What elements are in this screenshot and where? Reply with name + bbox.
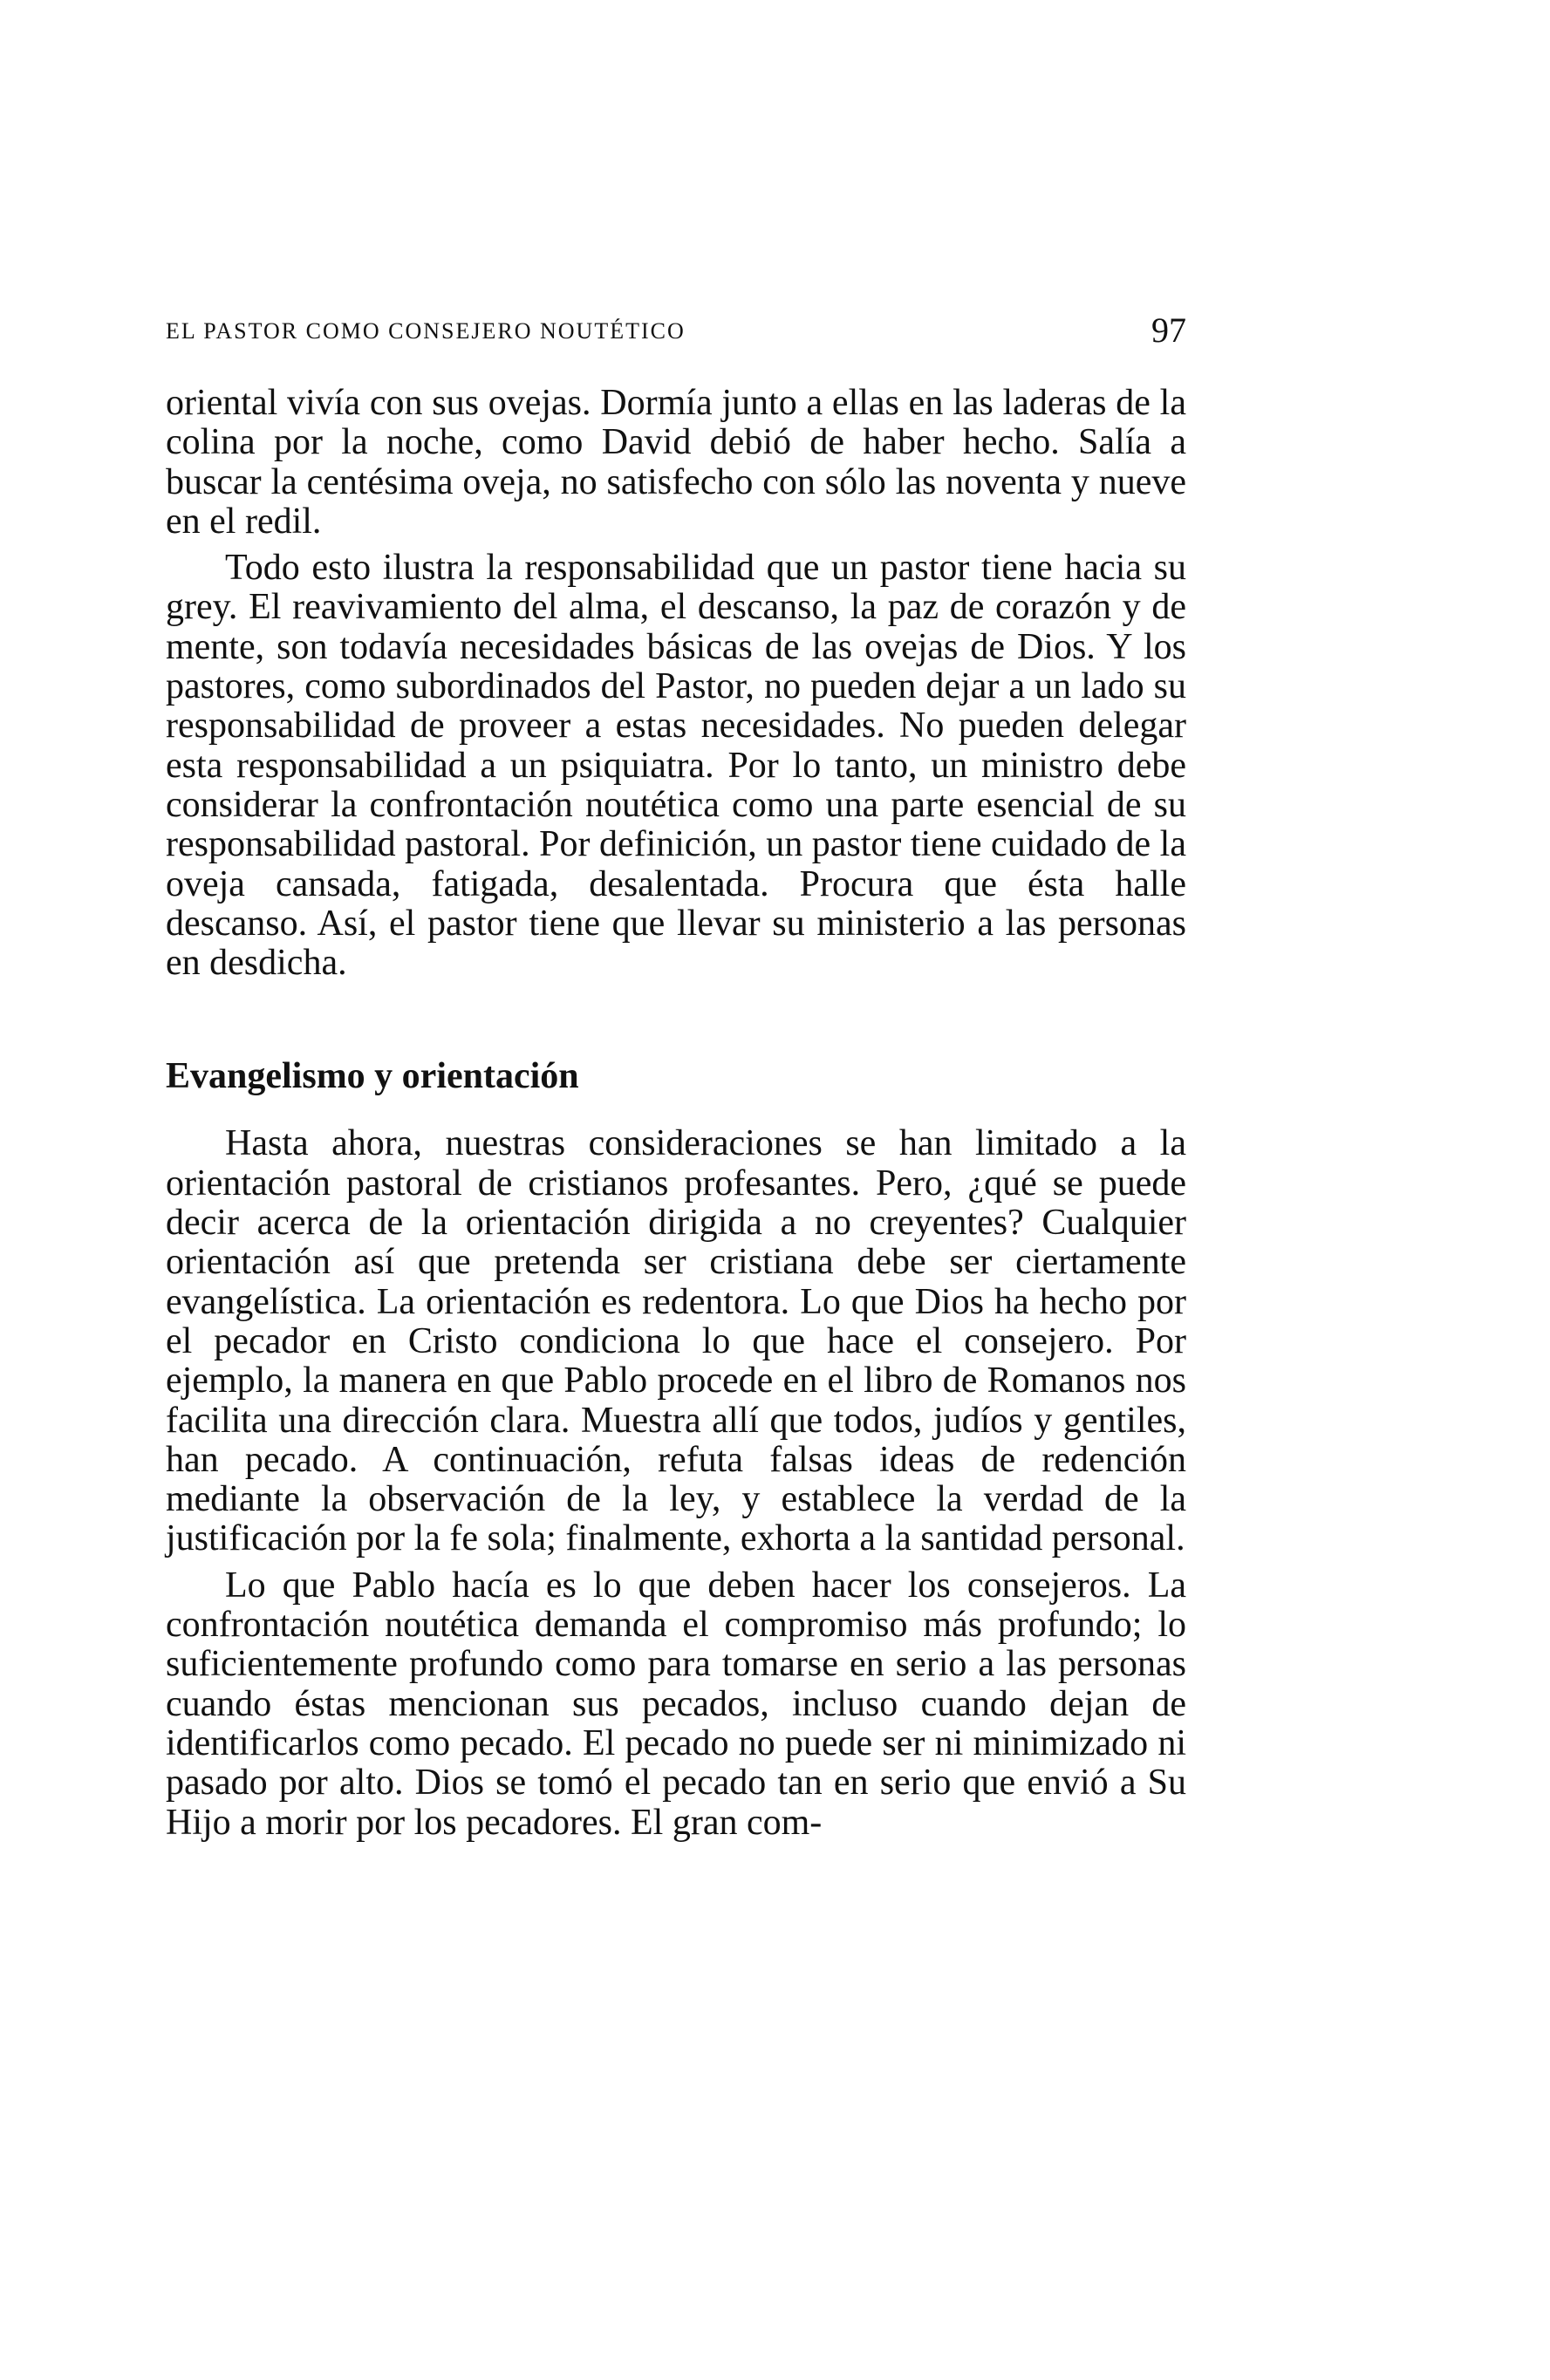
paragraph-4: Lo que Pablo hacía es lo que deben hacer los consejeros. La confrontación noutética demanda el compromiso más profundo; lo suficientemente profundo como para tomarse en serio a las personas cuando éstas mencionan sus pecados, incluso cuando dejan de identificarlos como pecado. El pecado no puede ser ni minimizado ni pasado por alto. Dios se tomó el pecado tan en serio que envió a Su Hijo a morir por los pecadores. El gran com- [166,1565,1186,1843]
paragraph-3: Hasta ahora, nuestras consideraciones se han limitado a la orientación pastoral de cristianos profesantes. Pero, ¿qué se puede decir acerca de la orientación dirigida a no creyentes? Cualquier orientación así que pretenda ser cristiana debe ser ciertamente evangelística. La orientación es redentora. Lo que Dios ha hecho por el pecador en Cristo condiciona lo que hace el consejero. Por ejemplo, la manera en que Pablo procede en el libro de Romanos nos facilita una dirección clara. Muestra allí que todos, judíos y gentiles, han pecado. A continuación, refuta falsas ideas de redención mediante la observación de la ley, y establece la verdad de la justificación por la fe sola; finalmente, exhorta a la santidad personal. [166,1123,1186,1559]
running-head [166,310,1186,353]
section-heading: Evangelismo y orientación [166,1056,579,1097]
paragraph-2: Todo esto ilustra la responsabilidad que un pastor tiene hacia su grey. El reavivamiento del alma, el descanso, la paz de corazón y de mente, son todavía necesidades básicas de las ovejas de Dios. Y los pastores, como subordinados del Pastor, no pueden dejar a un lado su responsabilidad de proveer a estas necesidades. No pueden delegar esta responsabilidad a un psiquiatra. Por lo tanto, un ministro debe considerar la confrontación noutética como una parte esencial de su responsabilidad pastoral. Por definición, un pastor tiene cuidado de la oveja cansada, fatigada, desalentada. Procura que ésta halle descanso. Así, el pastor tiene que llevar su ministerio a las personas en desdicha. [166,548,1186,984]
running-title: EL PASTOR COMO CONSEJERO NOUTÉTICO [166,318,686,344]
page-number: 97 [1151,310,1186,350]
body-text [166,384,1186,1850]
paragraph-1: oriental vivía con sus ovejas. Dormía junto a ellas en las laderas de la colina por la noche, como David debió de haber hecho. Salía a buscar la centésima oveja, no satisfecho con sólo las noventa y nueve en el redil. [166,383,1186,542]
